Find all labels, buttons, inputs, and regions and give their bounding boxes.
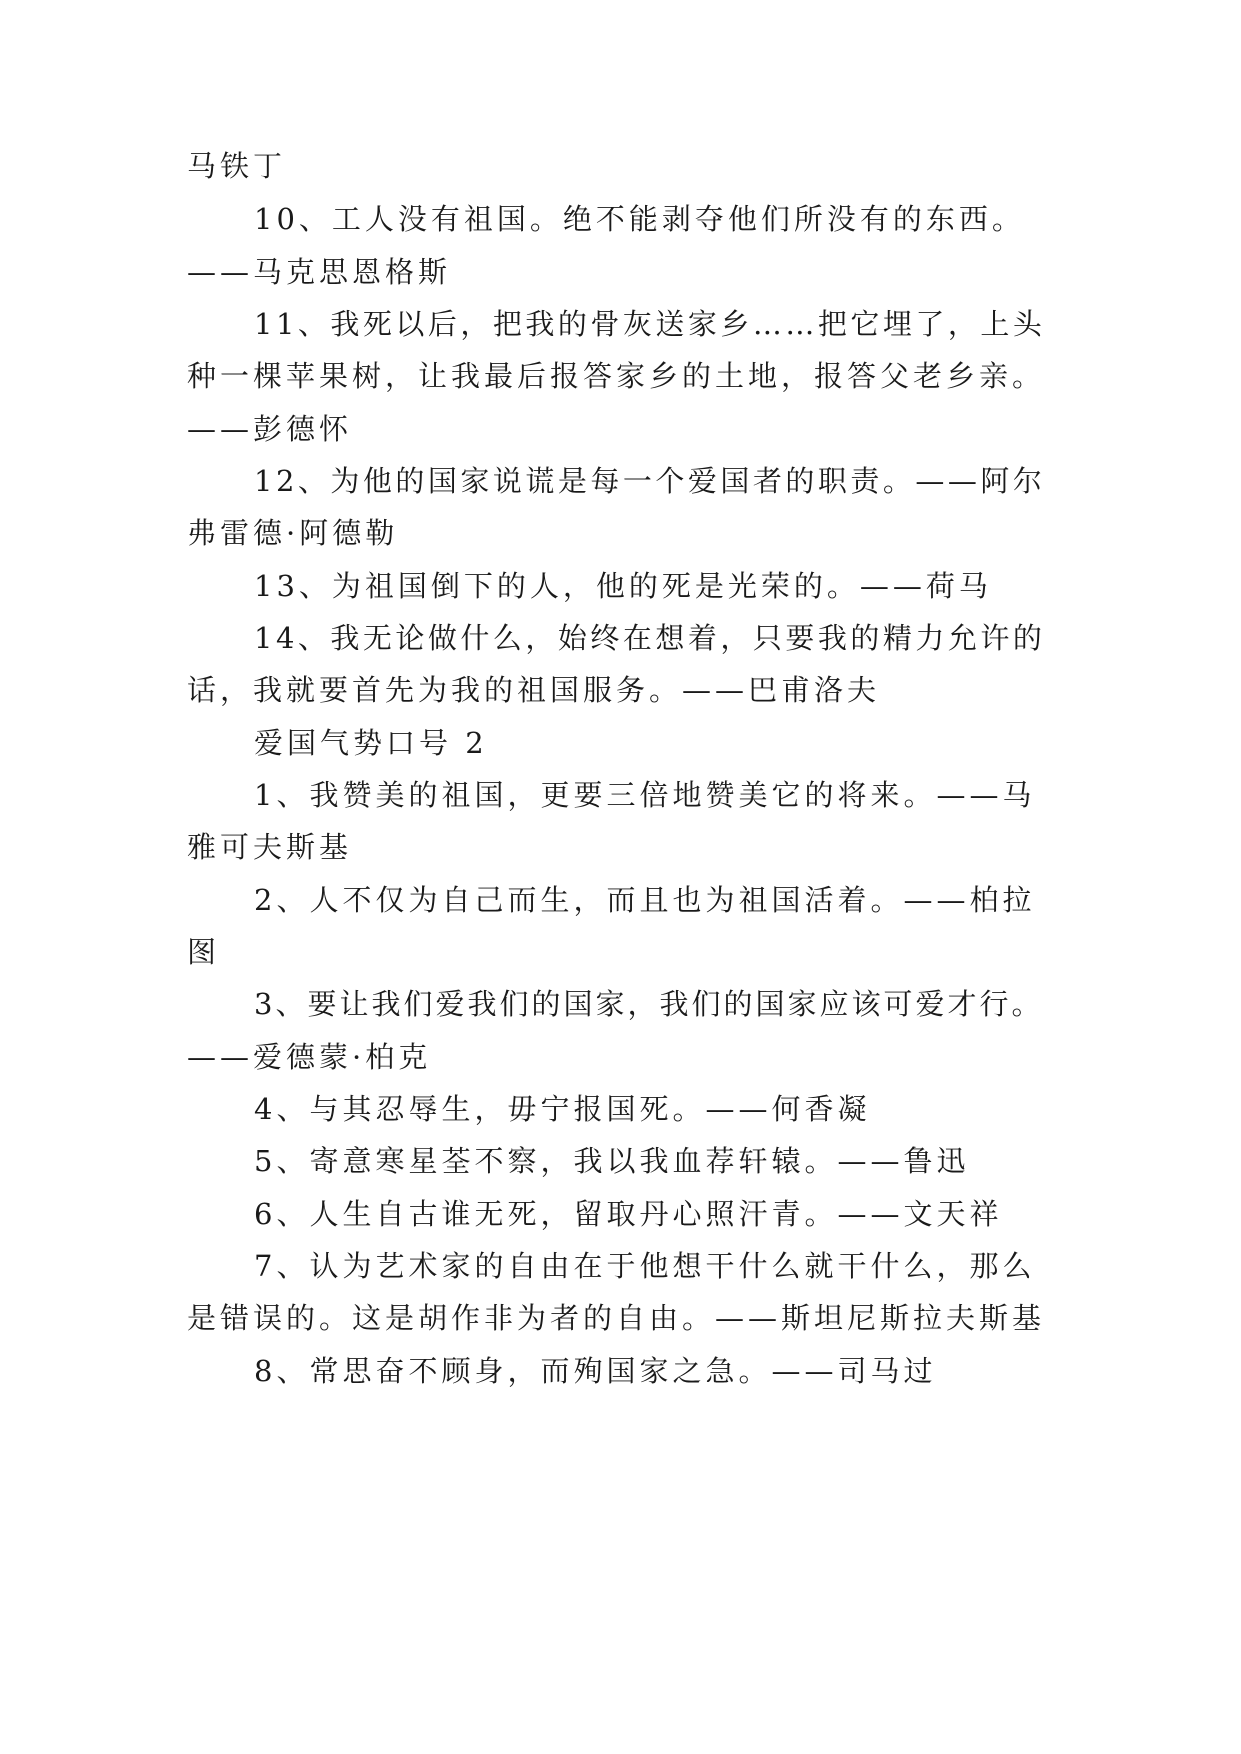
text-line: 8、常思奋不顾身，而殉国家之急。——司马过 — [254, 1354, 937, 1388]
text-line: 弗雷德·阿德勒 — [187, 516, 399, 550]
text-line: 12、为他的国家说谎是每一个爱国者的职责。——阿尔 — [254, 464, 1046, 498]
text-line: 13、为祖国倒下的人，他的死是光荣的。——荷马 — [254, 569, 992, 603]
text-line: 是错误的。这是胡作非为者的自由。——斯坦尼斯拉夫斯基 — [187, 1301, 1046, 1335]
text-line: 7、认为艺术家的自由在于他想干什么就干什么，那么 — [254, 1249, 1036, 1283]
text-line: 马铁丁 — [187, 149, 287, 183]
text-line: 种一棵苹果树，让我最后报答家乡的土地，报答父老乡亲。 — [187, 359, 1046, 393]
text-line: 话，我就要首先为我的祖国服务。——巴甫洛夫 — [187, 673, 881, 707]
text-line: 4、与其忍辱生，毋宁报国死。——何香凝 — [254, 1092, 871, 1126]
text-line: ——马克思恩格斯 — [187, 255, 452, 289]
text-line: 3、要让我们爱我们的国家，我们的国家应该可爱才行。 — [254, 987, 1044, 1021]
text-line: 11、我死以后，把我的骨灰送家乡……把它埋了，上头 — [254, 307, 1046, 341]
text-line: 雅可夫斯基 — [187, 830, 353, 864]
text-line: 14、我无论做什么，始终在想着，只要我的精力允许的 — [254, 621, 1046, 655]
text-line: 1、我赞美的祖国，更要三倍地赞美它的将来。——马 — [254, 778, 1036, 812]
text-line: 2、人不仅为自己而生，而且也为祖国活着。——柏拉 — [254, 883, 1036, 917]
text-line: ——彭德怀 — [187, 412, 353, 446]
text-line: 5、寄意寒星荃不察，我以我血荐轩辕。——鲁迅 — [254, 1144, 970, 1178]
text-line: ——爱德蒙·柏克 — [187, 1040, 432, 1074]
text-line: 图 — [187, 935, 221, 969]
text-line: 10、工人没有祖国。绝不能剥夺他们所没有的东西。 — [254, 202, 1025, 236]
section-heading: 爱国气势口号 2 — [254, 726, 488, 760]
text-line: 6、人生自古谁无死，留取丹心照汗青。——文天祥 — [254, 1197, 1003, 1231]
